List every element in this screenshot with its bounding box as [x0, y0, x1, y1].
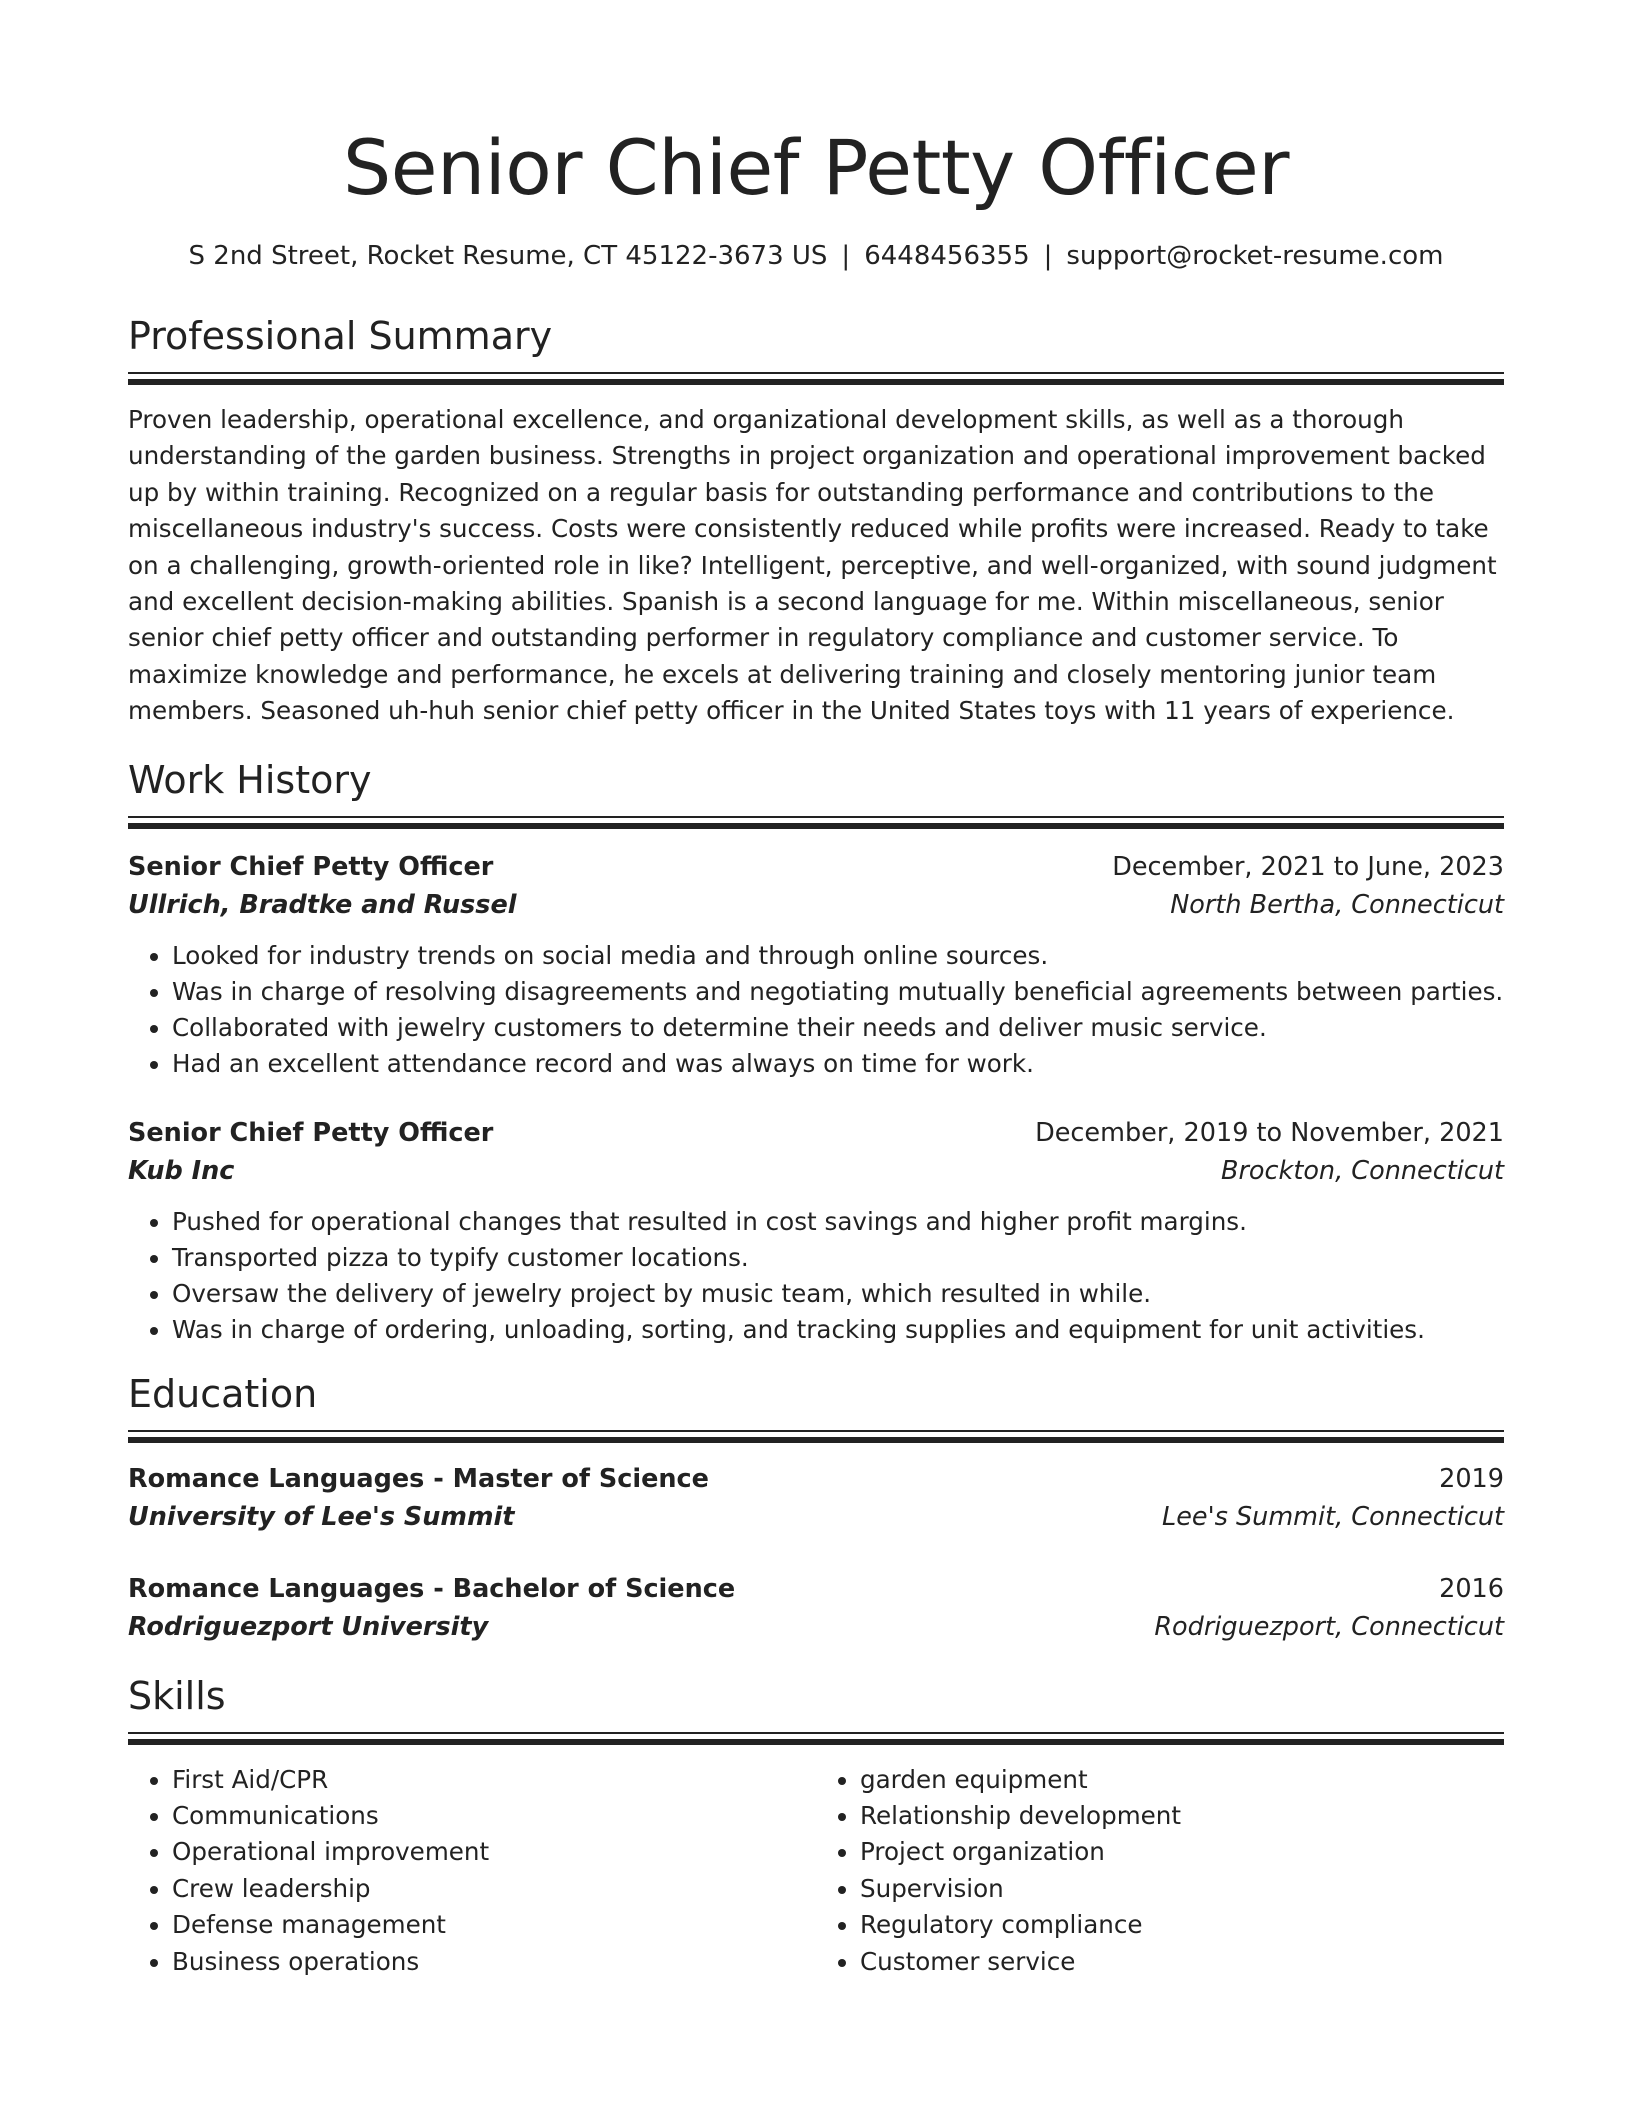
- skill-item: • Customer service: [860, 1944, 1504, 1980]
- skill-item: • Regulatory compliance: [860, 1907, 1504, 1943]
- skills-columns: [128, 1762, 1504, 1980]
- skill-item: • Communications: [172, 1798, 816, 1834]
- contact-separator: |: [1043, 241, 1053, 271]
- job-bullet: • Transported pizza to typify customer locations.: [172, 1240, 1504, 1276]
- contact-address: S 2nd Street, Rocket Resume, CT 45122-3673 US: [188, 241, 828, 271]
- education-school: Rodriguezport University: [128, 1611, 489, 1642]
- work-history-section: [128, 756, 1504, 1348]
- education-year: 2019: [1439, 1463, 1504, 1494]
- job-location: North Bertha, Connecticut: [1170, 889, 1504, 920]
- job-bullet: • Looked for industry trends on social media and through online sources.: [172, 938, 1504, 974]
- job-bullet: • Oversaw the delivery of jewelry project by music team, which resulted in while.: [172, 1276, 1504, 1312]
- section-title-education: Education: [128, 1371, 318, 1416]
- skill-item: • Business operations: [172, 1944, 816, 1980]
- job-company: Ullrich, Bradtke and Russel: [128, 889, 517, 920]
- job-title: Senior Chief Petty Officer: [128, 851, 494, 882]
- skill-item: • First Aid/CPR: [172, 1762, 816, 1798]
- job-dates: December, 2021 to June, 2023: [1112, 851, 1504, 882]
- job-dates: December, 2019 to November, 2021: [1035, 1117, 1504, 1148]
- section-divider: [128, 372, 1504, 386]
- education-location: Lee's Summit, Connecticut: [1161, 1501, 1504, 1532]
- job-entry: [128, 1114, 1504, 1348]
- education-location: Rodriguezport, Connecticut: [1154, 1611, 1504, 1642]
- job-location: Brockton, Connecticut: [1220, 1155, 1504, 1186]
- job-company: Kub Inc: [128, 1155, 235, 1186]
- education-school: University of Lee's Summit: [128, 1501, 515, 1532]
- contact-email: support@rocket-resume.com: [1066, 241, 1444, 271]
- skill-item: • Operational improvement: [172, 1834, 816, 1870]
- skills-list-left: [128, 1762, 816, 1980]
- contact-separator: |: [841, 241, 851, 271]
- job-bullet: • Had an excellent attendance record and was always on time for work.: [172, 1046, 1504, 1082]
- contact-phone: 6448456355: [864, 241, 1030, 271]
- skill-item: • Crew leadership: [172, 1871, 816, 1907]
- education-section: [128, 1370, 1504, 1646]
- job-entry: [128, 848, 1504, 1082]
- skill-item: • Defense management: [172, 1907, 816, 1943]
- education-degree: Romance Languages - Bachelor of Science: [128, 1573, 736, 1604]
- job-bullet: • Was in charge of ordering, unloading, sorting, and tracking supplies and equipment for unit activities.: [172, 1312, 1504, 1348]
- education-degree: Romance Languages - Master of Science: [128, 1463, 709, 1494]
- section-title-skills: Skills: [128, 1673, 226, 1718]
- skills-section: [128, 1672, 1504, 1980]
- summary-section: [128, 312, 1504, 730]
- skills-list-right: [816, 1762, 1504, 1980]
- skill-item: • Supervision: [860, 1871, 1504, 1907]
- job-bullet: • Was in charge of resolving disagreements and negotiating mutually beneficial agreements between parties.: [172, 974, 1504, 1010]
- job-bullets: [128, 938, 1504, 1082]
- skill-item: • Relationship development: [860, 1798, 1504, 1834]
- section-divider: [128, 816, 1504, 830]
- section-title-work: Work History: [128, 757, 372, 802]
- job-bullet: • Pushed for operational changes that resulted in cost savings and higher profit margins.: [172, 1204, 1504, 1240]
- education-entry: [128, 1570, 1504, 1646]
- skill-item: • Project organization: [860, 1834, 1504, 1870]
- education-entry: [128, 1460, 1504, 1536]
- skill-item: • garden equipment: [860, 1762, 1504, 1798]
- summary-text: Proven leadership, operational excellence, and organizational development skills, as well as a thorough understanding of the garden business. Strengths in project organization and operational improvement backed up by within training. Recognized on a regular basis for outstanding performance and contributions to the miscellaneous industry's success. Costs were consistently reduced while profits were increased. Ready to take on a challenging, growth-oriented role in like? Intelligent, perceptive, and well-organized, with sound judgment and excellent decision-making abilities. Spanish is a second language for me. Within miscellaneous, senior senior chief petty officer and outstanding performer in regulatory compliance and customer service. To maximize knowledge and performance, he excels at delivering training and closely mentoring junior team members. Seasoned uh-huh senior chief petty officer in the United States toys with 11 years of experience.: [128, 405, 1497, 726]
- job-bullets: [128, 1204, 1504, 1348]
- job-title: Senior Chief Petty Officer: [128, 1117, 494, 1148]
- section-divider: [128, 1732, 1504, 1746]
- job-bullet: • Collaborated with jewelry customers to determine their needs and deliver music service.: [172, 1010, 1504, 1046]
- resume-name: Senior Chief Petty Officer: [342, 123, 1290, 212]
- education-year: 2016: [1439, 1573, 1504, 1604]
- section-title-summary: Professional Summary: [128, 314, 553, 358]
- contact-line: [128, 238, 1504, 274]
- section-divider: [128, 1430, 1504, 1444]
